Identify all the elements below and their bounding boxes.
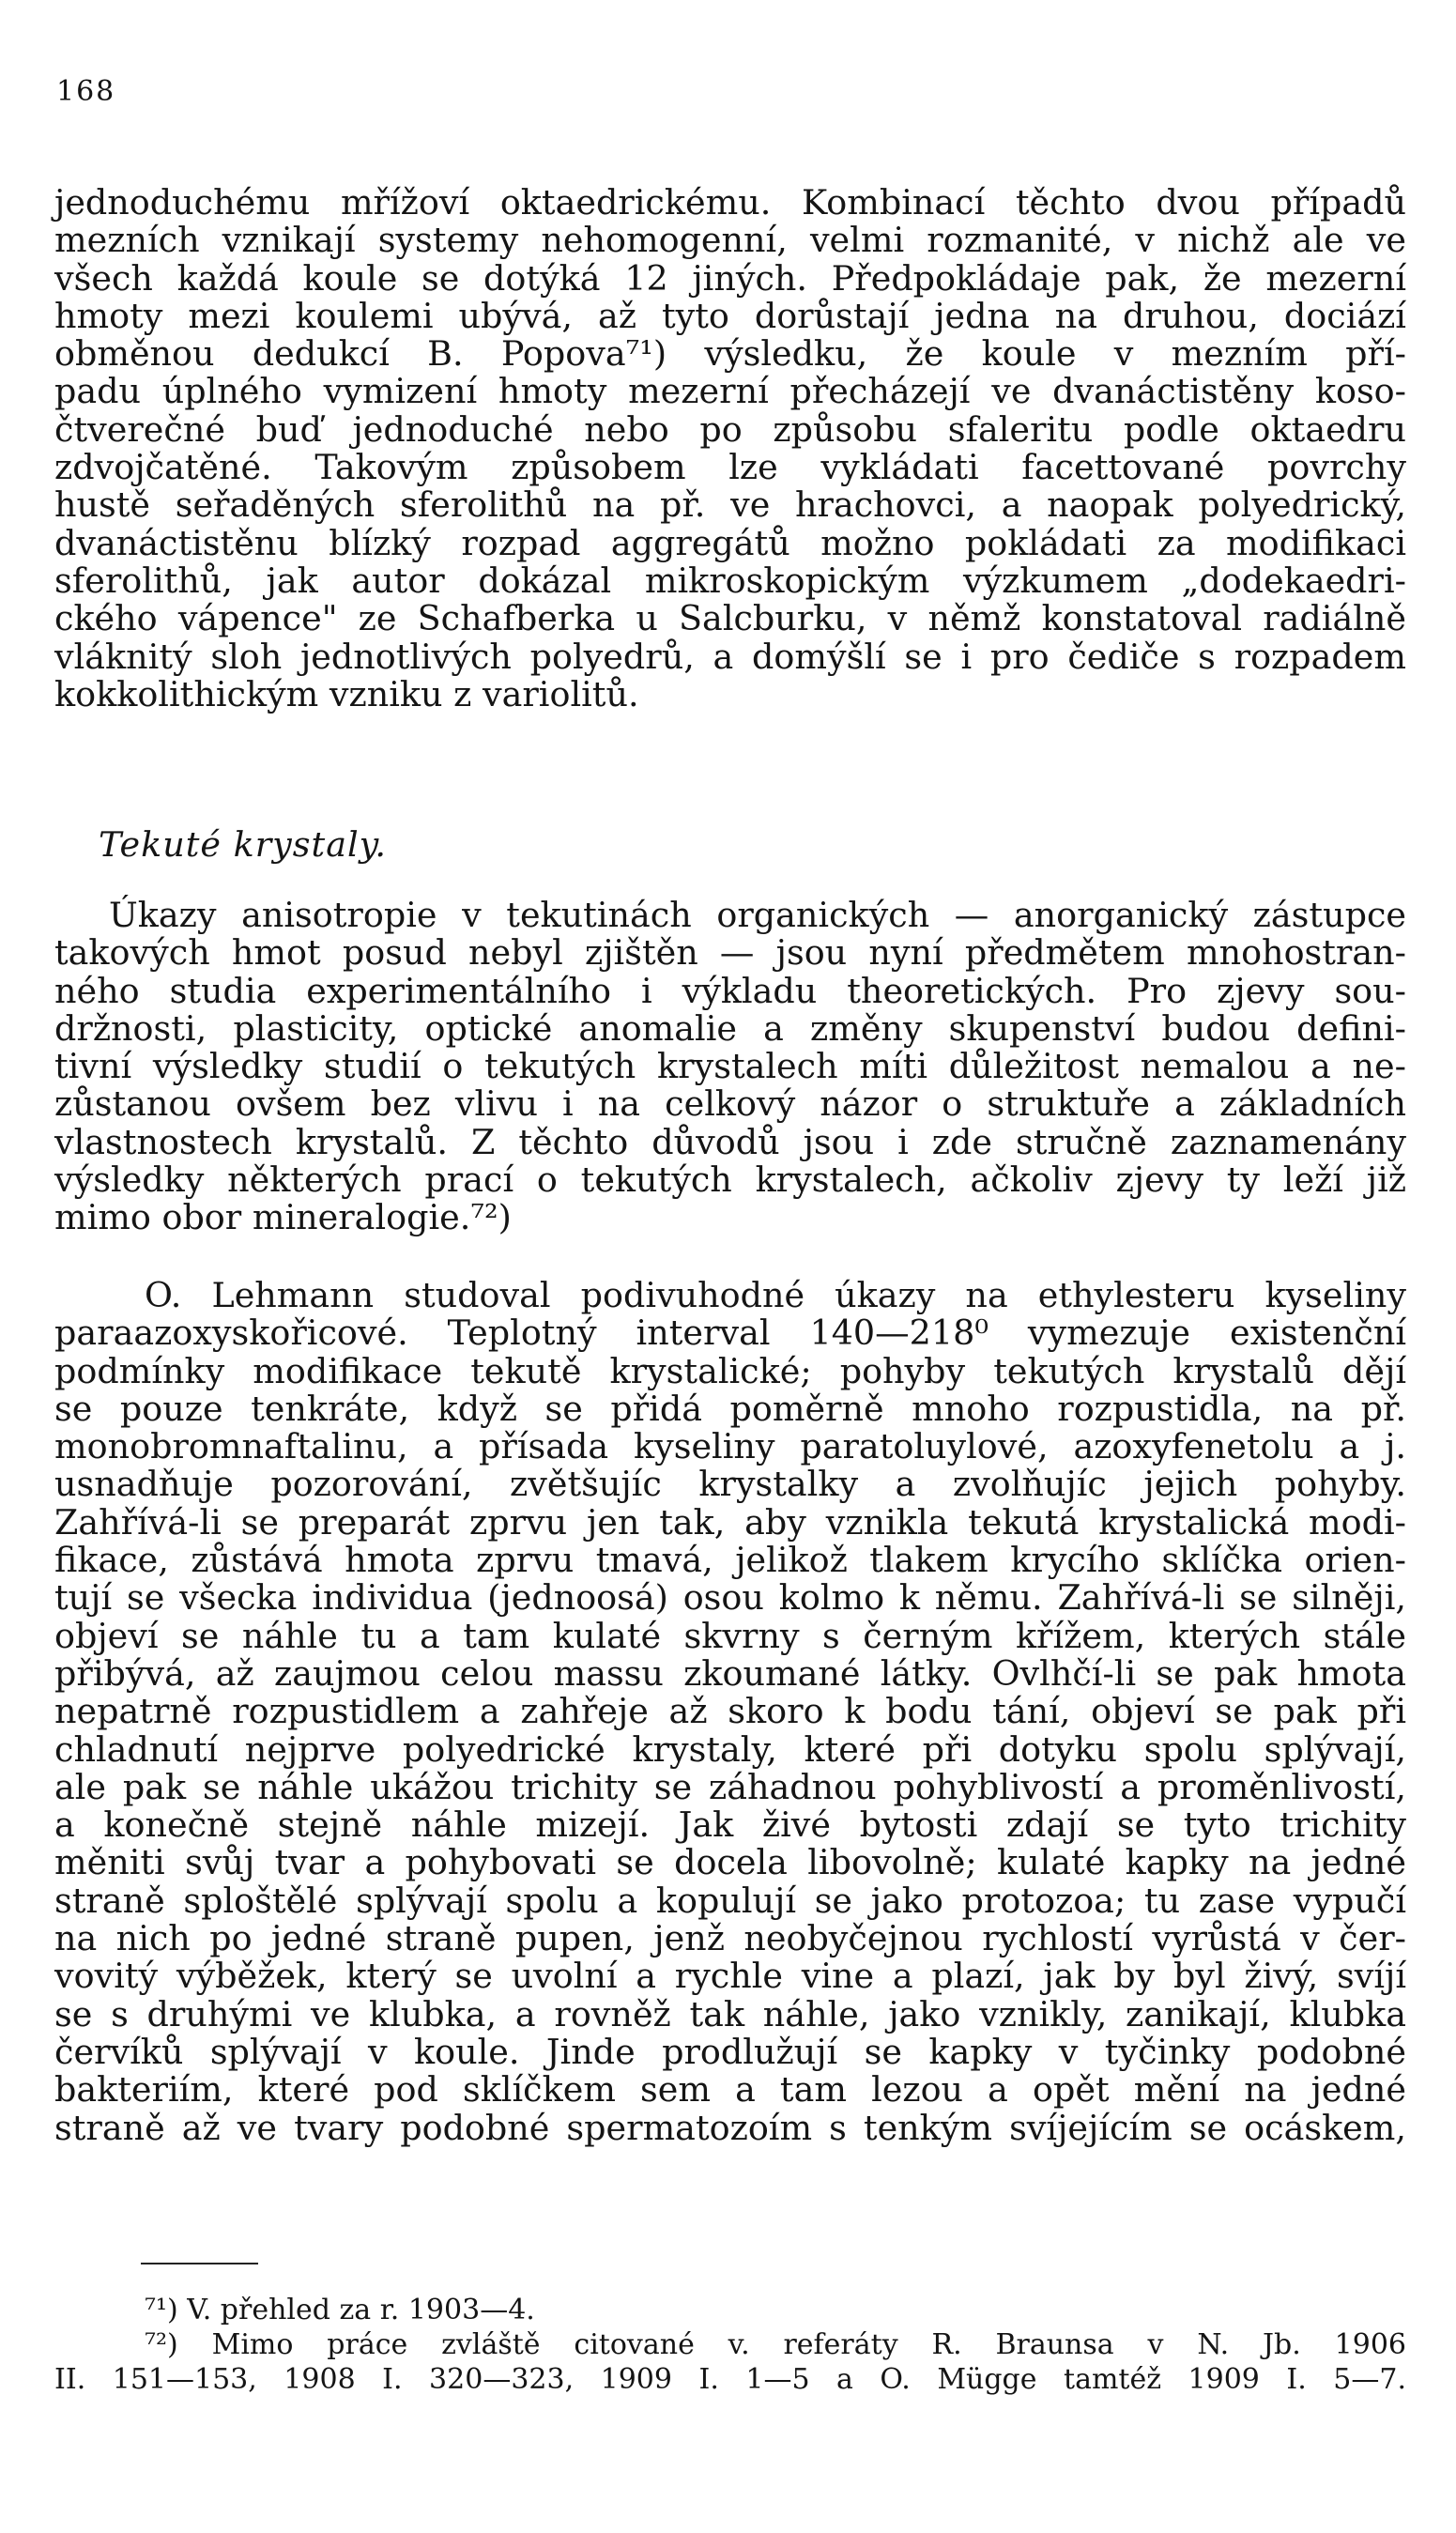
text-line: ale pak se náhle ukážou trichity se záhadnou pohyblivostí a proměnlivostí, — [54, 1766, 1406, 1807]
text-line: nepatrně rozpustidlem a zahřeje až skoro k bodu tání, objeví se pak při — [54, 1691, 1406, 1732]
text-line: na nich po jedné straně pupen, jenž neobyčejnou rychlostí vyrůstá v čer- — [54, 1918, 1406, 1959]
text-line: monobromnaftalinu, a přísada kyseliny paratoluylové, azoxyfenetolu a j. — [54, 1426, 1406, 1467]
text-line: měniti svůj tvar a pohybovati se docela libovolně; kulaté kapky na jedné — [54, 1842, 1406, 1883]
text-line: tivní výsledky studií o tekutých krystalech míti důležitost nemalou a ne- — [54, 1046, 1406, 1087]
footnotes — [54, 2293, 1406, 2397]
text-line: hustě seřaděných sferolithů na př. ve hrachovci, a naopak polyedrický, — [54, 484, 1406, 526]
text-line: hmoty mezi koulemi ubývá, až tyto dorůstají jedna na druhou, dociází — [54, 295, 1406, 336]
text-line: dvanáctistěnu blízký rozpad aggregátů možno pokládati za modifikaci — [54, 522, 1406, 563]
text-line: bakteriím, které pod sklíčkem sem a tam lezou a opět mění na jedné — [54, 2069, 1406, 2111]
paragraph-3 — [54, 1277, 1406, 2147]
text-line: zůstanou ovšem bez vlivu i na celkový názor o struktuře a základních — [54, 1083, 1406, 1125]
text-line: a konečně stejně náhle mizejí. Jak živé bytosti zdají se tyto trichity — [54, 1804, 1406, 1846]
text-line: se s druhými ve klubka, a rovněž tak náhle, jako vznikly, zanikají, klubka — [54, 1993, 1406, 2034]
footnote-72-continued: II. 151—153, 1908 I. 320—323, 1909 I. 1—5 a O. Mügge tamtéž 1909 I. 5—7. — [54, 2363, 1406, 2396]
text-line: výsledky některých prací o tekutých krystalech, ačkoliv zjevy ty leží již — [54, 1159, 1406, 1201]
text-line: podmínky modifikace tekutě krystalické; pohyby tekutých krystalů dějí — [54, 1350, 1406, 1391]
text-line: ckého vápence" ze Schafberka u Salcburku, v němž konstatoval radiálně — [54, 598, 1406, 639]
footnote-71: ⁷¹) V. přehled za r. 1903—4. — [145, 2294, 535, 2326]
text-line: mimo obor mineralogie.⁷²) — [54, 1197, 512, 1238]
text-line: přibývá, až zaujmou celou massu zkoumané látky. Ovlhčí-li se pak hmota — [54, 1652, 1406, 1694]
text-line: kokkolithickým vzniku z variolitů. — [54, 673, 639, 714]
text-line: čtverečné buď jednoduché nebo po způsobu sfaleritu podle oktaedru — [54, 408, 1406, 450]
text-line: tují se všecka individua (jednoosá) osou kolmo k němu. Zahřívá-li se silněji, — [54, 1577, 1406, 1619]
text-line: O. Lehmann studoval podivuhodné úkazy na ethylesteru kyseliny — [145, 1275, 1406, 1315]
text-line: obměnou dedukcí B. Popova⁷¹) výsledku, že koule v mezním pří- — [54, 333, 1406, 375]
footnote-divider — [141, 2263, 258, 2264]
text-line: chladnutí nejprve polyedrické krystaly, které při dotyku spolu splývají, — [54, 1728, 1406, 1770]
text-line: objeví se náhle tu a tam kulaté skvrny s černým křížem, kterých stále — [54, 1615, 1406, 1656]
text-line: fikace, zůstává hmota zprvu tmavá, jelikož tlakem krycího sklíčka orien- — [54, 1540, 1406, 1581]
text-line: straně až ve tvary podobné spermatozoím s tenkým svíjejícím se ocáskem, — [54, 2107, 1406, 2148]
text-line: paraazoxyskořicové. Teplotný interval 140—218⁰ vymezuje existenční — [54, 1313, 1406, 1354]
paragraph-2 — [54, 897, 1406, 1237]
text-line: Zahřívá-li se preparát zprvu jen tak, aby vznikla tekutá krystalická modi- — [54, 1501, 1406, 1543]
text-line: vláknitý sloh jednotlivých polyedrů, a domýšlí se i pro čediče s rozpadem — [54, 636, 1406, 677]
text-line: se pouze tenkráte, když se přidá poměrně mnoho rozpustidla, na př. — [54, 1388, 1406, 1429]
text-line: usnadňuje pozorování, zvětšujíc krystalky a zvolňujíc jejich pohyby. — [54, 1464, 1406, 1505]
text-line: ného studia experimentálního i výkladu theoretických. Pro zjevy sou- — [54, 970, 1406, 1011]
paragraph-1 — [54, 184, 1406, 714]
text-line: jednoduchému mřížoví oktaedrickému. Kombinací těchto dvou případů — [54, 182, 1406, 223]
text-line: sferolithů, jak autor dokázal mikroskopickým výzkumem „dodekaedri- — [54, 560, 1406, 601]
text-line: vlastnostech krystalů. Z těchto důvodů jsou i zde stručně zaznamenány — [54, 1121, 1406, 1162]
text-line: takových hmot posud nebyl zjištěn — jsou nyní předmětem mnohostran- — [54, 932, 1406, 974]
text-line: mezních vznikají systemy nehomogenní, velmi rozmanité, v nichž ale ve — [54, 220, 1406, 261]
text-line: všech každá koule se dotýká 12 jiných. Předpokládaje pak, že mezerní — [54, 257, 1406, 299]
page-number: 168 — [56, 75, 116, 108]
text-line: padu úplného vymizení hmoty mezerní přecházejí ve dvanáctistěny koso- — [54, 371, 1406, 412]
text-line: Úkazy anisotropie v tekutinách organických — anorganický zástupce — [109, 895, 1406, 935]
text-line: straně sploštělé splývají spolu a kopulují se jako protozoa; tu zase vypučí — [54, 1880, 1406, 1921]
text-line: vovitý výběžek, který se uvolní a rychle vine a plazí, jak by byl živý, svíjí — [54, 1956, 1406, 1997]
section-heading: Tekuté krystaly. — [99, 824, 388, 865]
footnote-72: ⁷²) Mimo práce zvláště citované v. referáty R. Braunsa v N. Jb. 1906 — [145, 2328, 1406, 2361]
text-line: držnosti, plasticity, optické anomalie a změny skupenství budou defini- — [54, 1007, 1406, 1049]
text-line: zdvojčatěné. Takovým způsobem lze vykládati facettované povrchy — [54, 447, 1406, 488]
text-line: červíků splývají v koule. Jinde prodlužují se kapky v tyčinky podobné — [54, 2031, 1406, 2072]
